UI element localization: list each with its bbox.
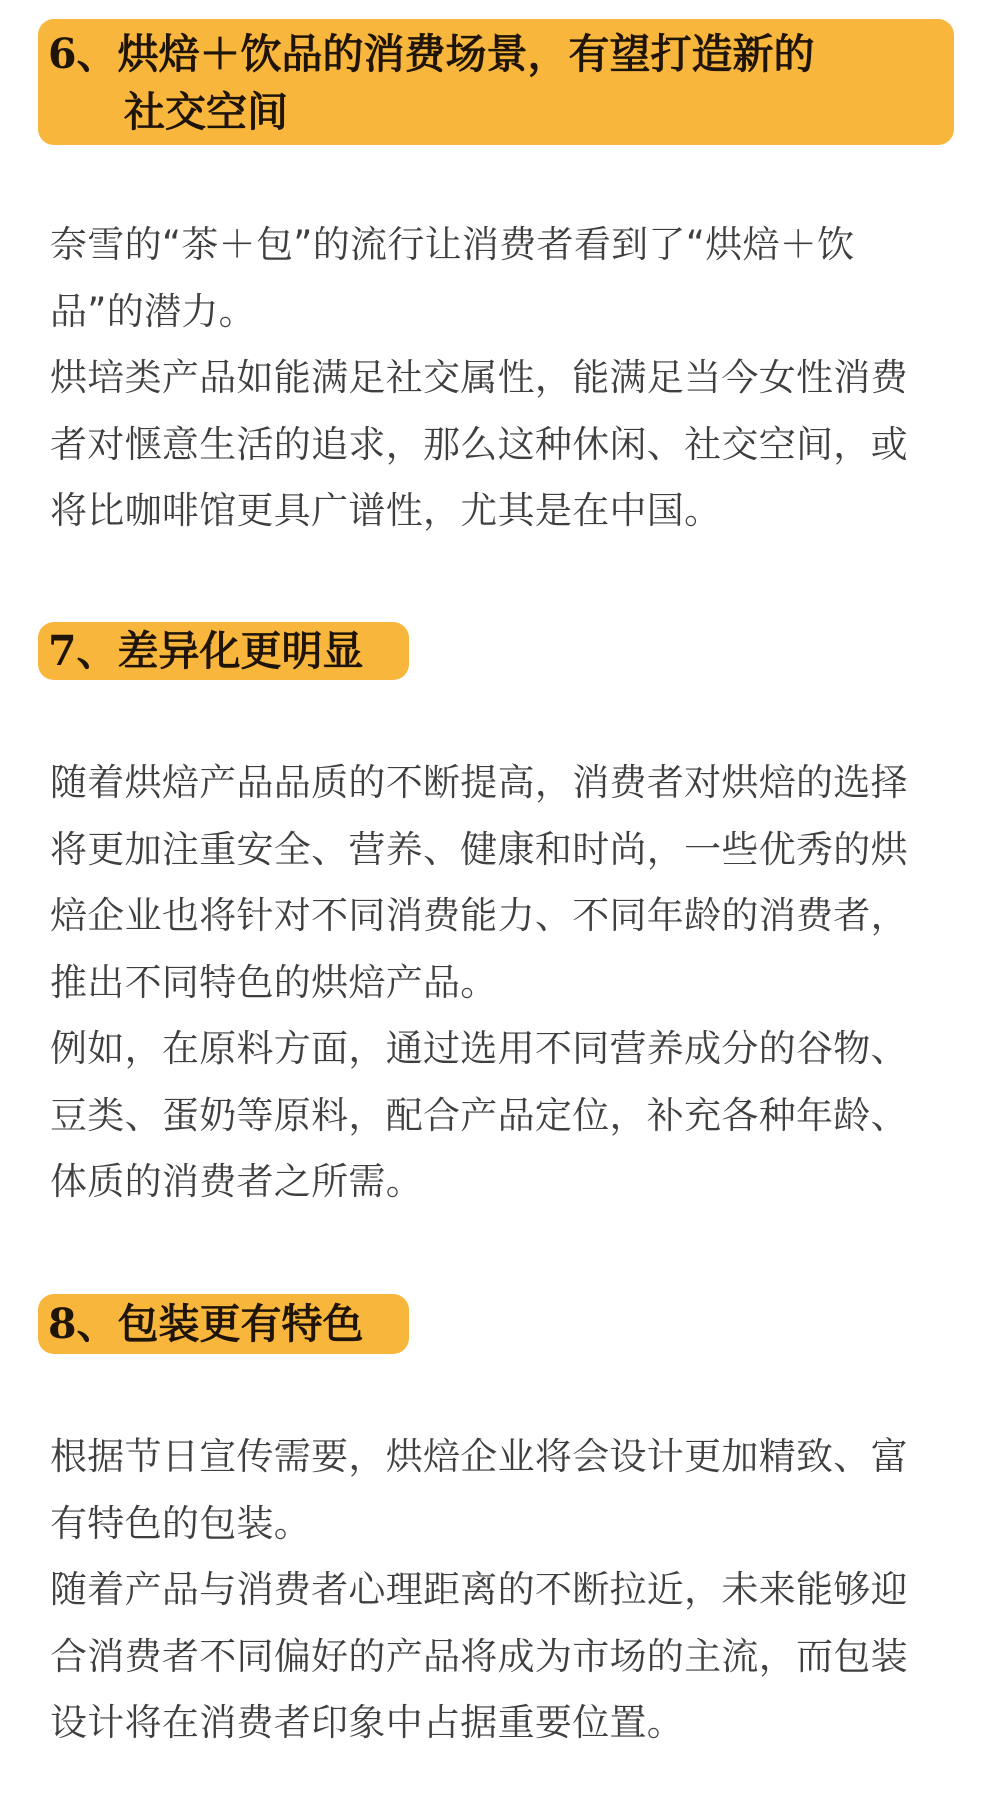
section-6-paragraph: [50, 212, 960, 545]
section-6-heading: [38, 19, 954, 145]
paragraph-line: 烘培类产品如能满足社交属性，能满足当今女性消费: [50, 356, 908, 399]
paragraph-line: 随着产品与消费者心理距离的不断拉近，未来能够迎: [50, 1568, 908, 1611]
paragraph-line: 根据节日宣传需要，烘焙企业将会设计更加精致、富: [50, 1435, 908, 1478]
paragraph-line: 将比咖啡馆更具广谱性，尤其是在中国。: [50, 489, 722, 532]
paragraph-line: 设计将在消费者印象中占据重要位置。: [50, 1701, 685, 1744]
paragraph-line: 豆类、蛋奶等原料，配合产品定位，补充各种年龄、: [50, 1093, 908, 1137]
section-8-heading: [38, 1294, 409, 1354]
section-6-heading-line-2: 社交空间: [124, 88, 288, 136]
paragraph-line: 奈雪的“茶＋包”的流行让消费者看到了“烘焙＋饮: [50, 223, 855, 266]
section-8-heading-line-1: 8、包装更有特色: [48, 1300, 364, 1348]
paragraph-line: 将更加注重安全、营养、健康和时尚，一些优秀的烘: [50, 827, 908, 871]
section-6-heading-line-1: 6、烘焙＋饮品的消费场景，有望打造新的: [48, 30, 815, 78]
paragraph-line: 有特色的包装。: [50, 1501, 312, 1545]
paragraph-line: 例如，在原料方面，通过选用不同营养成分的谷物、: [50, 1027, 908, 1070]
paragraph-line: 推出不同特色的烘焙产品。: [50, 960, 498, 1004]
paragraph-line: 品”的潜力。: [50, 289, 256, 333]
paragraph-line: 合消费者不同偏好的产品将成为市场的主流，而包装: [50, 1634, 908, 1678]
section-7-heading: [38, 622, 409, 680]
paragraph-line: 随着烘焙产品品质的不断提高，消费者对烘焙的选择: [50, 761, 908, 804]
paragraph-line: 体质的消费者之所需。: [50, 1160, 423, 1203]
section-8-paragraph: [50, 1424, 960, 1757]
paragraph-line: 焙企业也将针对不同消费能力、不同年龄的消费者，: [50, 894, 908, 937]
paragraph-line: 者对惬意生活的追求，那么这种休闲、社交空间，或: [50, 422, 908, 466]
section-7-paragraph: [50, 750, 960, 1216]
section-7-heading-line-1: 7、差异化更明显: [48, 627, 364, 675]
